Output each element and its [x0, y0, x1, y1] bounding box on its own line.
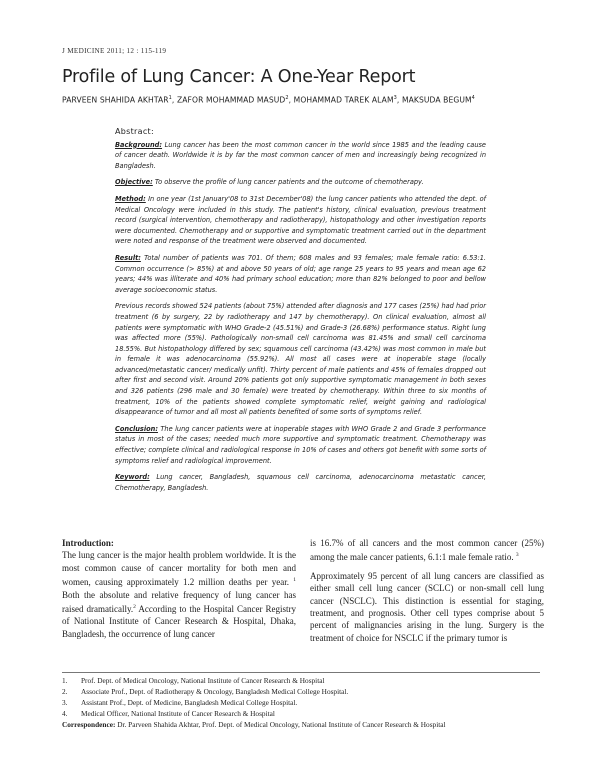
author-affiliation-mark: 1: [168, 95, 172, 101]
footnotes: [62, 675, 542, 730]
author-affiliation-mark: 4: [471, 95, 475, 101]
introduction-paragraph: [62, 549, 296, 640]
article-title: Profile of Lung Cancer: A One-Year Report: [62, 67, 416, 87]
correspondence-label: Correspondence:: [62, 720, 116, 729]
conclusion-label: Conclusion:: [115, 424, 158, 433]
keywords-text: Lung cancer, Bangladesh, squamous cell carcinoma, adenocarcinoma metastatic cancer, Chemotherapy, Bangladesh.: [115, 473, 486, 492]
footnote-divider: [62, 672, 540, 673]
abstract-objective: [115, 177, 486, 188]
author-name: MAKSUDA BEGUM: [401, 95, 472, 105]
journal-citation: J MEDICINE 2011; 12 : 115-119: [62, 47, 167, 55]
footnote-text: Associate Prof., Dept. of Radiotherapy & Oncology, Bangladesh Medical College Hospital.: [81, 687, 349, 696]
introduction-heading: Introduction:: [62, 538, 114, 548]
citation-ref: 2: [133, 604, 136, 611]
footnote-number: 4.: [62, 709, 68, 718]
result-text: Total number of patients was 701. Of them; 608 males and 93 females; male female ratio: 6.53:1. Common occurrence (> 85%) at and above 50 years of old; age range 25 years to 95 years and mean age 62 years; 44% was illiterate and 40% had primary school education; more than 82% belonged to poor and bellow average socioeconomic status.: [115, 253, 486, 294]
correspondence-text: Dr. Parveen Shahida Akhtar, Prof. Dept. of Medical Oncology, National Institute of Cancer Research & Hospital: [115, 720, 446, 729]
cell-type-paragraph: Approximately 95 percent of all lung cancers are classified as either small cell lung cancer (SCLC) or non-small cell lung cancer (NSCLC). This distinction is essential for staging, treatment, and prognosis. Other cell types comprise about 5 percent of malignancies arising in the lung. Surgery is the treatment of choice for NSCLC if the primary tumor is: [310, 570, 544, 643]
author-affiliation-mark: 3: [393, 95, 397, 101]
intro-text-b: Both the absolute and relative frequency of lung cancer has raised dramatically.: [62, 589, 296, 615]
result-label: Result:: [115, 253, 141, 262]
footnote-text: Prof. Dept. of Medical Oncology, National Institute of Cancer Research & Hospital: [81, 676, 325, 685]
author-affiliation-mark: 2: [285, 95, 289, 101]
abstract-background: [115, 140, 486, 172]
author-list: PARVEEN SHAHIDA AKHTAR$^1$, ZAFOR MOHAMMAD MASUD$^2$, MOHAMMAD TAREK ALAM$^3$, MAKSUDA BEGUM$^4$: [62, 95, 475, 105]
footnote-text: Assistant Prof., Dept. of Medicine, Bangladesh Medical College Hospital.: [81, 698, 298, 707]
abstract-heading: Abstract:: [115, 127, 154, 136]
abstract-keywords: [115, 472, 486, 493]
footnote-item: [62, 708, 542, 719]
correspondence-line: [62, 719, 542, 730]
body-column-right: [310, 537, 544, 650]
footnote-number: 1.: [62, 676, 68, 685]
footnote-number: 2.: [62, 687, 68, 696]
footnote-item: [62, 686, 542, 697]
background-label: Background:: [115, 140, 163, 149]
intro-continuation: [310, 537, 544, 564]
objective-text: To observe the profile of lung cancer patients and the outcome of chemotherapy.: [154, 178, 424, 187]
intro-continuation-text: is 16.7% of all cancers and the most common cancer (25%) among the male cancer patients, 6.1:1 male female ratio.: [310, 538, 544, 563]
method-text: In one year (1st January'08 to 31st December'08) the lung cancer patients who attended the dept. of Medical Oncology were included in this study. The patient's history, clinical evaluation, previous treatment record (surgical intervention, chemotherapy and radiotherapy), histopathology and other investigation reports were documented. Chemotherapy and or supportive and symptomatic treatment carried out in the department were noted and response of the treatment were observed and documented.: [115, 194, 486, 246]
footnote-number: 3.: [62, 698, 68, 707]
background-text: Lung cancer has been the most common cancer in the world since 1985 and the leading cause of cancer death. Worldwide it is by far the most common cancer of men and increasingly being recognized in Bangladesh.: [115, 140, 486, 170]
citation-ref: 1: [293, 577, 297, 584]
author-name: PARVEEN SHAHIDA AKHTAR: [62, 95, 169, 105]
author-name: MOHAMMAD TAREK ALAM: [293, 95, 394, 105]
abstract-conclusion: [115, 424, 486, 466]
intro-text-c: According to the Hospital Cancer Registry of National Institute of Cancer Research & Hospital, Dhaka, Bangladesh, the occurrence of lung cancer: [62, 604, 296, 639]
author-name: ZAFOR MOHAMMAD MASUD: [176, 95, 286, 105]
abstract-method: [115, 194, 486, 247]
footnote-item: [62, 697, 542, 708]
footnote-item: [62, 675, 542, 686]
body-column-left: [62, 537, 296, 646]
objective-label: Objective:: [115, 178, 153, 187]
method-label: Method:: [115, 194, 146, 203]
abstract-result-continued: Previous records showed 524 patients (about 75%) attended after diagnosis and 177 cases (25%) had had prior treatment (6 by surgery, 22 by radiotherapy and 147 by chemotherapy). On clinical evaluation, almost all patients were symptomatic with WHO Grade-2 (45.51%) and Grade-3 (26.68%) performance status. Right lung was affected more (55%). Pathologically non-small cell carcinoma was 81.45% and small cell carcinoma 18.55%. But histopathology differed by sex; squamous cell carcinoma (43.42%) was most common in male but in female it was adenocarcinoma (55.92%). All most all cases were at inoperable stage (locally advanced/metastatic cancer/ medically unfit). Thirty percent of male patients and 45% of females dropped out after first and second visit. Around 20% patients got only supportive symptomatic management in both sexes and 326 patients (296 male and 30 female) were treated by chemotherapy. Within three to six months of treatment, 10% of the patients showed complete symptomatic relief, weight gaining and radiological disappearance of tumor and all most all patients benefited of some sorts of symptoms relief.: [115, 302, 486, 417]
abstract-block: [115, 127, 486, 499]
citation-ref: 3: [515, 552, 519, 559]
conclusion-text: The lung cancer patients were at inoperable stages with WHO Grade 2 and Grade 3 performance status in most of the cases; needed much more supportive and symptomatic treatment. Chemotherapy was effective; complete clinical and radiological response in 10% of cases and others got benefit with some sorts of symptoms relief and radiological improvement.: [115, 424, 486, 465]
footnote-text: Medical Officer, National Institute of Cancer Research & Hospital: [81, 709, 275, 718]
abstract-result: [115, 253, 486, 295]
intro-text-a: The lung cancer is the major health problem worldwide. It is the most common cause of cancer mortality for both men and women, causing approximately 1.2 million deaths per year.: [62, 550, 296, 588]
keywords-label: Keyword:: [115, 473, 150, 482]
